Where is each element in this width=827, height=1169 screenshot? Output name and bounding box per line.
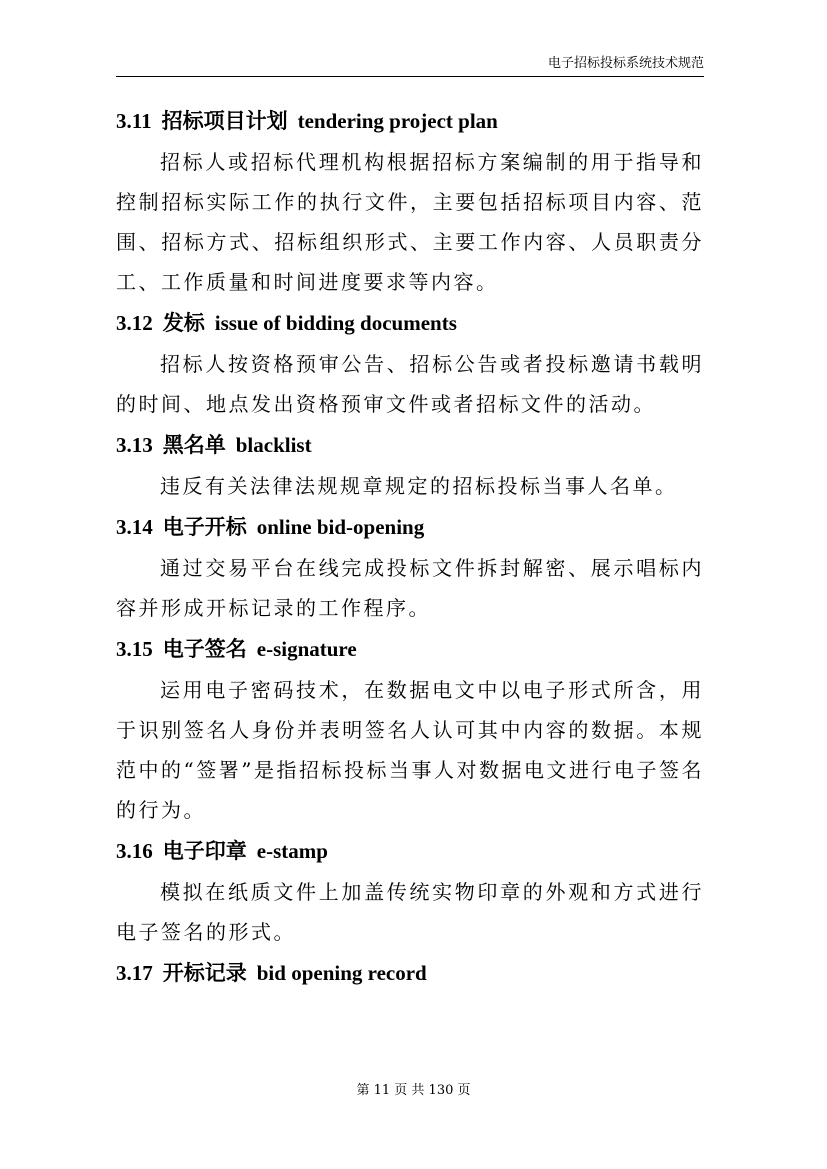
term-definition: 违反有关法律法规规章规定的招标投标当事人名单。	[160, 474, 678, 498]
term-section-3-15	[116, 634, 704, 830]
term-chinese: 电子签名	[162, 637, 247, 661]
term-chinese: 黑名单	[162, 433, 226, 457]
term-number: 3.14	[116, 515, 153, 539]
term-number: 3.13	[116, 433, 153, 457]
term-definition: 运用电子密码技术，在数据电文中以电子形式所含，用于识别签名人身份并表明签名人认可其中内容的数据。本规范中的“签署”是指招标投标当事人对数据电文进行电子签名的行为。	[116, 678, 704, 822]
term-definition: 通过交易平台在线完成投标文件拆封解密、展示唱标内容并形成开标记录的工作程序。	[116, 556, 704, 620]
term-section-3-16	[116, 836, 704, 952]
term-english: issue of bidding documents	[214, 311, 457, 335]
term-heading	[116, 512, 704, 542]
term-english: e-stamp	[256, 839, 328, 863]
term-number: 3.17	[116, 961, 153, 985]
document-body	[116, 106, 704, 988]
term-english: tendering project plan	[297, 109, 498, 133]
term-english: e-signature	[256, 637, 357, 661]
term-section-3-12	[116, 308, 704, 424]
term-section-3-17	[116, 958, 704, 988]
term-heading	[116, 430, 704, 460]
term-chinese: 电子印章	[162, 839, 247, 863]
term-chinese: 电子开标	[162, 515, 247, 539]
term-chinese: 招标项目计划	[161, 109, 288, 133]
term-heading	[116, 836, 704, 866]
term-section-3-14	[116, 512, 704, 628]
page-number-footer: 第 11 页 共 130 页	[356, 1083, 471, 1098]
term-definition: 招标人按资格预审公告、招标公告或者投标邀请书载明的时间、地点发出资格预审文件或者招标文件的活动。	[116, 352, 704, 416]
term-section-3-11	[116, 106, 704, 302]
term-heading	[116, 634, 704, 664]
term-heading	[116, 106, 704, 136]
term-chinese: 发标	[162, 311, 205, 335]
term-heading	[116, 308, 704, 338]
running-header: 电子招标投标系统技术规范	[547, 56, 704, 71]
term-number: 3.16	[116, 839, 153, 863]
term-english: online bid-opening	[256, 515, 425, 539]
term-english: blacklist	[235, 433, 312, 457]
term-number: 3.11	[116, 109, 152, 133]
term-number: 3.15	[116, 637, 153, 661]
term-definition: 模拟在纸质文件上加盖传统实物印章的外观和方式进行电子签名的形式。	[116, 880, 704, 944]
term-section-3-13	[116, 430, 704, 506]
term-chinese: 开标记录	[162, 961, 247, 985]
term-number: 3.12	[116, 311, 153, 335]
term-english: bid opening record	[256, 961, 427, 985]
term-heading	[116, 958, 704, 988]
header-rule	[116, 76, 704, 77]
term-definition: 招标人或招标代理机构根据招标方案编制的用于指导和控制招标实际工作的执行文件，主要包括招标项目内容、范围、招标方式、招标组织形式、主要工作内容、人员职责分工、工作质量和时间进度要求等内容。	[116, 150, 704, 294]
